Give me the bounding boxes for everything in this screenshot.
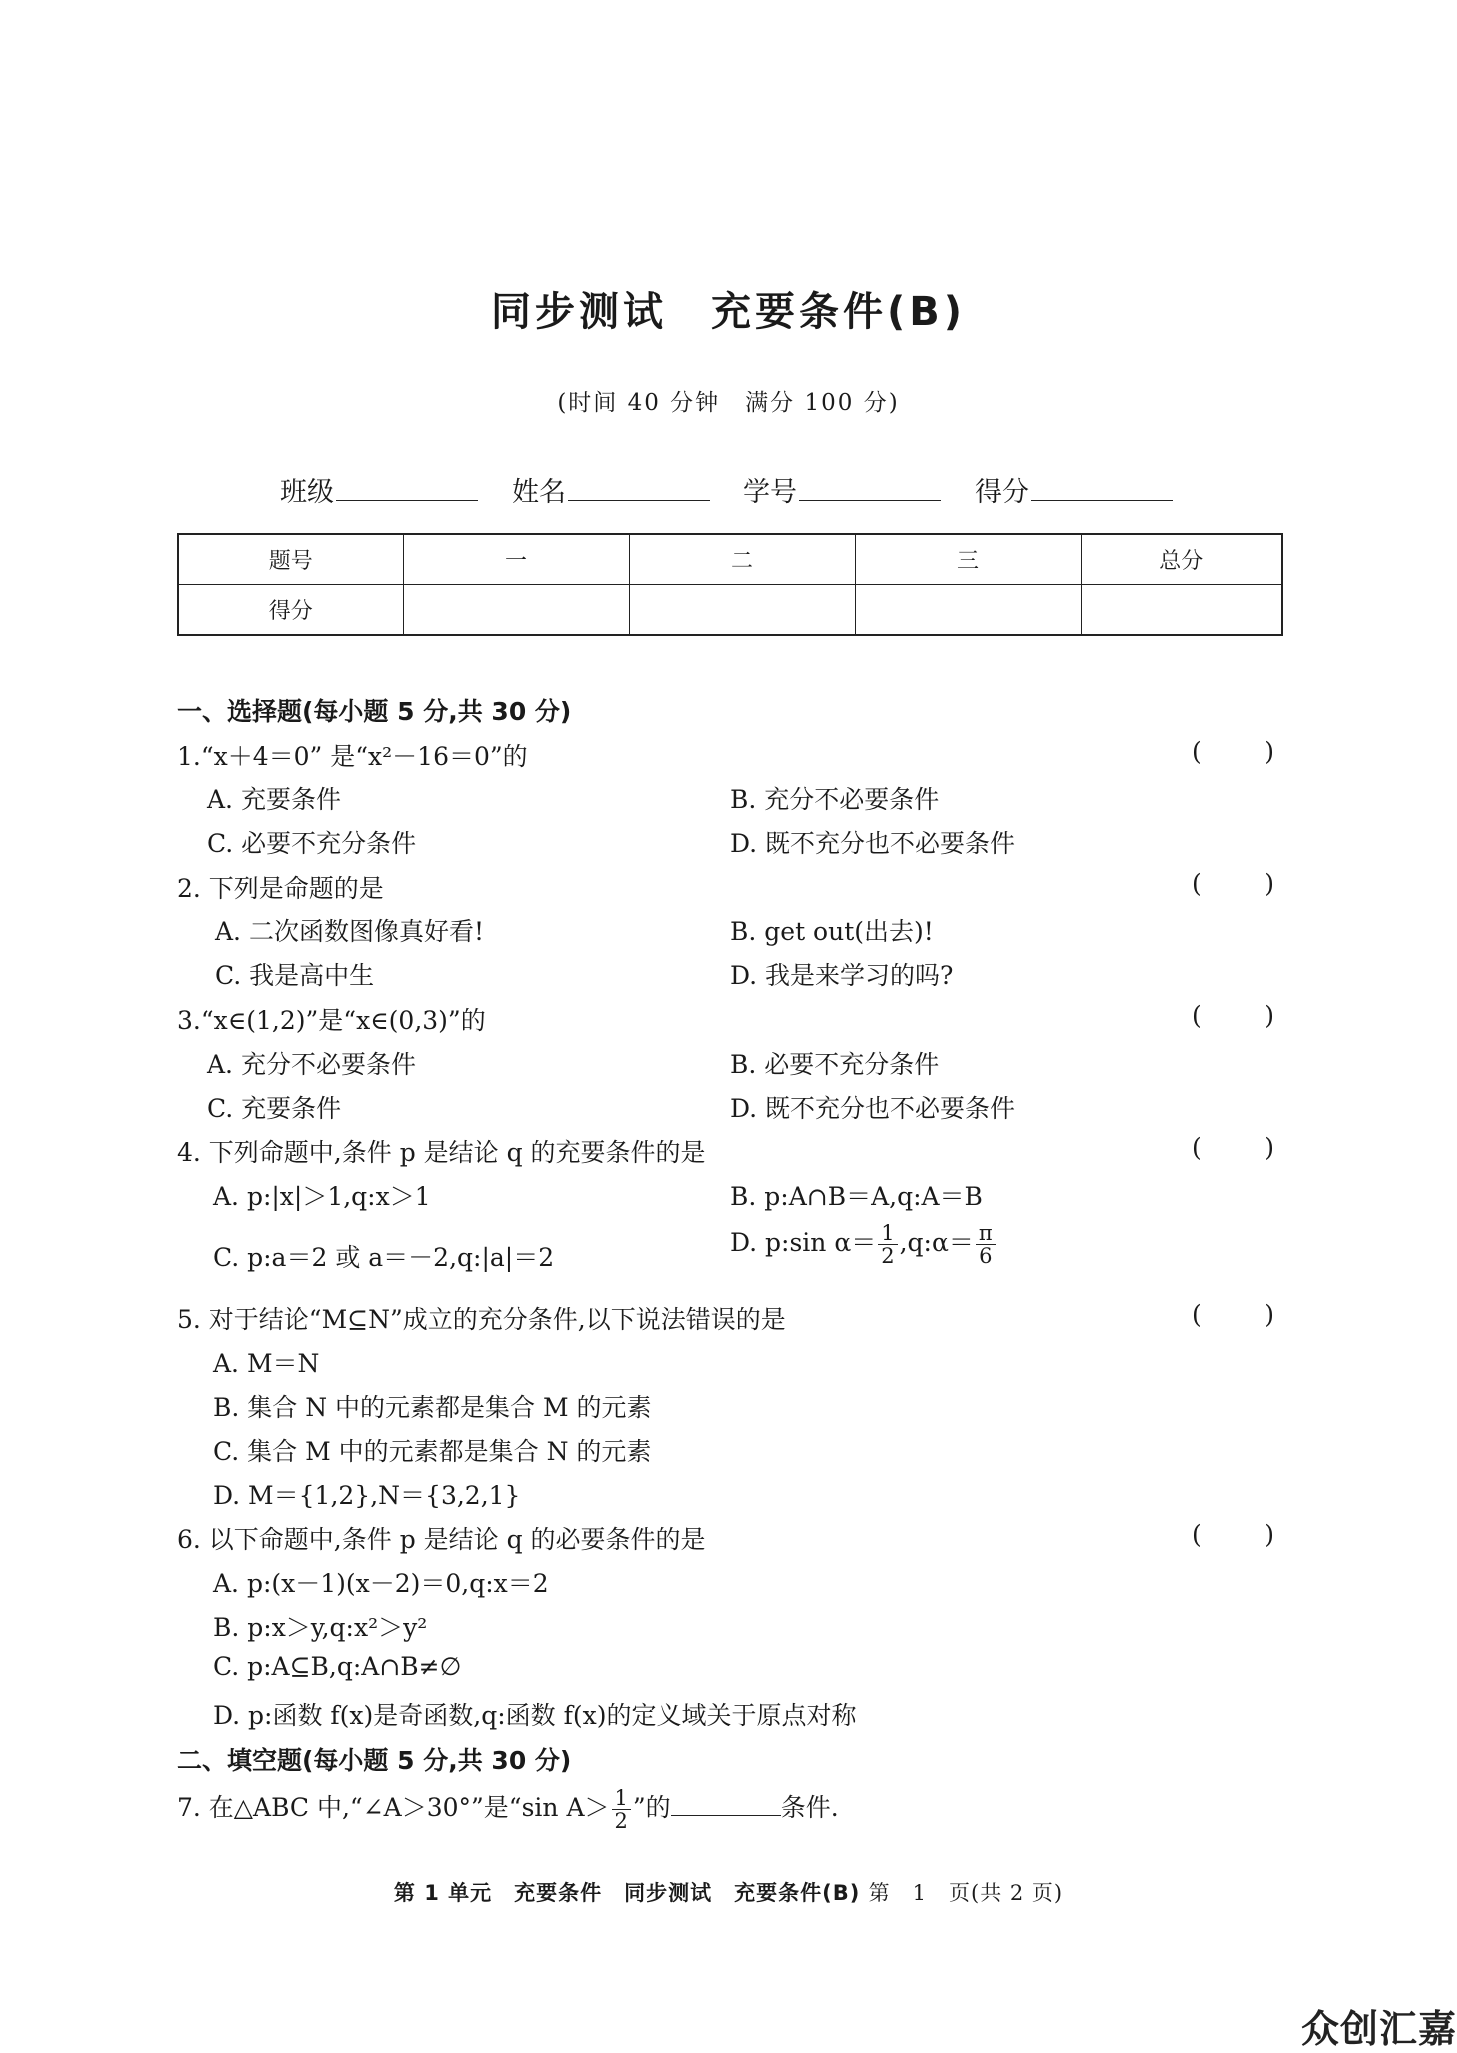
option-c: C. 我是高中生	[215, 961, 375, 990]
option-c: C. p:A⊆B,q:A∩B≠∅	[213, 1652, 462, 1681]
score-table-empty-cell	[855, 585, 1081, 636]
fraction	[878, 1222, 897, 1267]
answer-parentheses	[1192, 1520, 1274, 1549]
answer-parentheses	[1192, 737, 1274, 766]
option-d: D. M＝{1,2},N＝{3,2,1}	[213, 1481, 521, 1510]
option-c: C. 集合 M 中的元素都是集合 N 的元素	[213, 1437, 652, 1466]
option-b: B. get out(出去)!	[730, 917, 934, 946]
q7-suffix: 条件.	[780, 1793, 839, 1823]
paren-open: (	[1192, 737, 1202, 766]
option-c: C. 充要条件	[207, 1094, 342, 1123]
paren-open: (	[1192, 1133, 1202, 1162]
score-table-cell: 题号	[178, 534, 403, 585]
option-b: B. 必要不充分条件	[730, 1050, 940, 1079]
score-table-empty-cell	[1081, 585, 1282, 636]
fraction-numerator: π	[976, 1222, 996, 1245]
option-d: D. p:函数 f(x)是奇函数,q:函数 f(x)的定义域关于原点对称	[213, 1701, 857, 1730]
option-a: A. p:(x－1)(x－2)＝0,q:x＝2	[213, 1569, 549, 1598]
question-stem: 6. 以下命题中,条件 p 是结论 q 的必要条件的是	[177, 1525, 706, 1554]
question-stem: 4. 下列命题中,条件 p 是结论 q 的充要条件的是	[177, 1138, 706, 1167]
paren-close: )	[1264, 1001, 1274, 1030]
watermark-logo: 众创汇嘉	[1300, 2007, 1457, 2051]
fraction-denominator: 2	[614, 1809, 628, 1834]
q7-middle: ”的	[632, 1793, 671, 1823]
paren-open: (	[1192, 1001, 1202, 1030]
fraction-denominator: 6	[979, 1244, 993, 1269]
paren-close: )	[1264, 1300, 1274, 1329]
paren-close: )	[1264, 1520, 1274, 1549]
name-label: 姓名	[512, 477, 566, 508]
class-label: 班级	[280, 477, 334, 508]
option-c: C. p:a＝2 或 a＝－2,q:|a|＝2	[213, 1243, 555, 1272]
paren-close: )	[1264, 737, 1274, 766]
option-b: B. p:x＞y,q:x²＞y²	[213, 1613, 428, 1642]
option-d: D. 既不充分也不必要条件	[730, 1094, 1016, 1123]
exam-time-info: (时间 40 分钟 满分 100 分)	[557, 390, 900, 416]
score-table-empty-cell	[629, 585, 855, 636]
score-table-cell: 二	[629, 534, 855, 585]
option-a: A. p:|x|＞1,q:x＞1	[213, 1182, 431, 1211]
fraction	[612, 1787, 631, 1832]
section-heading-choice: 一、选择题(每小题 5 分,共 30 分)	[177, 697, 572, 726]
question-stem	[177, 1787, 839, 1832]
paren-open: (	[1192, 869, 1202, 898]
answer-parentheses	[1192, 1133, 1274, 1162]
paren-open: (	[1192, 1520, 1202, 1549]
score-table-cell: 一	[403, 534, 629, 585]
class-blank	[336, 474, 478, 501]
option-d: D. 我是来学习的吗?	[730, 961, 954, 990]
option-d-prefix: D. p:sin α＝	[730, 1228, 877, 1258]
name-field	[512, 470, 710, 509]
score-field	[975, 470, 1173, 509]
answer-parentheses	[1192, 869, 1274, 898]
option-b: B. 充分不必要条件	[730, 785, 940, 814]
score-table-score-row	[178, 585, 1282, 636]
option-d	[730, 1222, 998, 1267]
question-stem: 5. 对于结论“M⊆N”成立的充分条件,以下说法错误的是	[177, 1305, 786, 1334]
score-table-header-row	[178, 534, 1282, 585]
fraction-numerator: 1	[878, 1222, 897, 1245]
question-stem: 2. 下列是命题的是	[177, 874, 384, 903]
answer-parentheses	[1192, 1300, 1274, 1329]
paren-close: )	[1264, 869, 1274, 898]
question-stem: 3.“x∈(1,2)”是“x∈(0,3)”的	[177, 1006, 486, 1035]
score-table	[177, 533, 1283, 636]
score-blank	[1031, 474, 1173, 501]
answer-parentheses	[1192, 1001, 1274, 1030]
option-a: A. 二次函数图像真好看!	[215, 917, 484, 946]
q7-prefix: 7. 在△ABC 中,“∠A＞30°”是“sin A＞	[177, 1793, 610, 1823]
option-b: B. 集合 N 中的元素都是集合 M 的元素	[213, 1393, 652, 1422]
answer-blank	[671, 1791, 781, 1816]
score-table-cell: 总分	[1081, 534, 1282, 585]
option-a: A. 充分不必要条件	[207, 1050, 416, 1079]
option-d-middle: ,q:α＝	[899, 1228, 974, 1258]
class-field	[280, 470, 478, 509]
option-b: B. p:A∩B＝A,q:A＝B	[730, 1182, 983, 1211]
page-number: 第 1 页(共 2 页)	[868, 1881, 1064, 1905]
score-table-cell: 得分	[178, 585, 403, 636]
option-a: A. M＝N	[213, 1349, 320, 1378]
paren-open: (	[1192, 1300, 1202, 1329]
page-footer	[0, 1877, 1457, 1907]
name-blank	[568, 474, 710, 501]
student-id-blank	[799, 474, 941, 501]
page-title: 同步测试 充要条件(B)	[490, 289, 967, 335]
option-d: D. 既不充分也不必要条件	[730, 829, 1016, 858]
option-a: A. 充要条件	[207, 785, 341, 814]
section-heading-fill: 二、填空题(每小题 5 分,共 30 分)	[177, 1746, 572, 1775]
footer-text: 第 1 单元 充要条件 同步测试 充要条件(B)	[393, 1881, 861, 1905]
score-table-cell: 三	[855, 534, 1081, 585]
fraction-numerator: 1	[612, 1787, 631, 1810]
score-label: 得分	[975, 477, 1029, 508]
fraction	[976, 1222, 996, 1267]
paren-close: )	[1264, 1133, 1274, 1162]
student-id-label: 学号	[743, 477, 797, 508]
option-c: C. 必要不充分条件	[207, 829, 417, 858]
question-stem: 1.“x＋4＝0” 是“x²－16＝0”的	[177, 742, 528, 771]
fraction-denominator: 2	[881, 1244, 895, 1269]
student-id-field	[743, 470, 941, 509]
score-table-empty-cell	[403, 585, 629, 636]
